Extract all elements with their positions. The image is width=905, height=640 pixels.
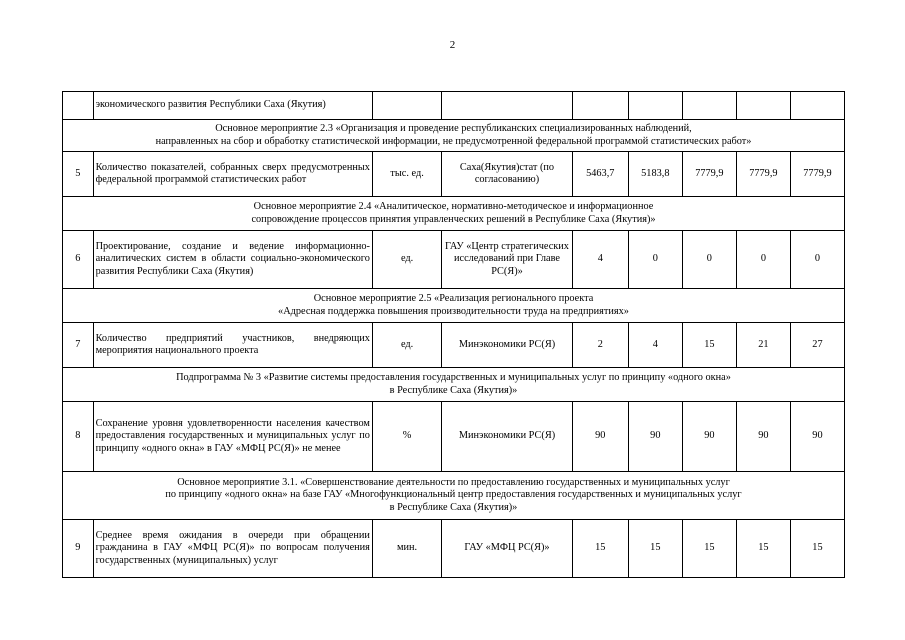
section-title-line: Основное мероприятие 2.4 «Аналитическое, нормативно-методическое и информационное [253,201,654,213]
value-cell: 0 [790,231,844,289]
unit-cell: мин. [372,520,441,578]
section-row [63,289,845,323]
indicator-name: Проектирование, создание и ведение информационно-аналитических систем в области социально-экономического развития Республики Саха (Якутия) [93,231,372,289]
section-title [63,472,845,520]
section-title-line: Основное мероприятие 3.1. «Совершенствование деятельности по предоставлению государственных и муниципальных услуг [177,477,730,489]
executor-cell: Минэкономики РС(Я) [442,323,573,368]
row-number: 5 [63,152,94,197]
executor-cell [442,92,573,120]
value-cell: 21 [736,323,790,368]
table-row [63,231,845,289]
section-title-line: Подпрограмма № 3 «Развитие системы предоставления государственных и муниципальных услуг по принципу «одного окна» [176,372,731,384]
unit-cell [372,92,441,120]
value-cell: 7779,9 [790,152,844,197]
value-cell: 90 [790,402,844,472]
row-number: 6 [63,231,94,289]
indicator-name: Среднее время ожидания в очереди при обращении гражданина в ГАУ «МФЦ РС(Я)» по вопросам получения государственных (муниципальных) услуг [93,520,372,578]
executor-cell: Минэкономики РС(Я) [442,402,573,472]
value-cell [790,92,844,120]
value-cell: 4 [572,231,628,289]
indicator-name: Количество показателей, собранных сверх предусмотренных федеральной программой статистических работ [93,152,372,197]
table-row [63,92,845,120]
unit-cell: тыс. ед. [372,152,441,197]
value-cell: 15 [682,520,736,578]
value-cell [736,92,790,120]
section-row [63,197,845,231]
section-title-line: по принципу «одного окна» на базе ГАУ «Многофункциональный центр предоставления государственных и муниципальных услуг [165,489,742,501]
value-cell: 27 [790,323,844,368]
section-title-line: в Республике Саха (Якутия)» [389,384,518,396]
value-cell: 90 [682,402,736,472]
indicator-name: Количество предприятий участников, внедряющих мероприятия национального проекта [93,323,372,368]
section-title-line: в Республике Саха (Якутия)» [389,501,518,513]
unit-cell: % [372,402,441,472]
unit-cell: ед. [372,323,441,368]
section-title [63,197,845,231]
section-row [63,368,845,402]
section-title-line: Основное мероприятие 2.3 «Организация и проведение республиканских специализированных наблюдений, [215,123,692,135]
value-cell [628,92,682,120]
value-cell [572,92,628,120]
value-cell: 0 [628,231,682,289]
section-title [63,120,845,152]
executor-cell: ГАУ «МФЦ РС(Я)» [442,520,573,578]
value-cell: 90 [736,402,790,472]
row-number: 9 [63,520,94,578]
section-title [63,368,845,402]
executor-cell: ГАУ «Центр стратегических исследований при Главе РС(Я)» [442,231,573,289]
table-row [63,520,845,578]
value-cell: 4 [628,323,682,368]
value-cell: 15 [736,520,790,578]
section-row [63,120,845,152]
row-number: 7 [63,323,94,368]
value-cell: 5183,8 [628,152,682,197]
section-row [63,472,845,520]
value-cell: 0 [682,231,736,289]
section-title [63,289,845,323]
table-row [63,323,845,368]
unit-cell: ед. [372,231,441,289]
section-title-line: «Адресная поддержка повышения производительности труда на предприятиях» [278,305,629,317]
row-number [63,92,94,120]
value-cell: 2 [572,323,628,368]
section-title-line: сопровождение процессов принятия управленческих решений в Республике Саха (Якутия)» [251,213,656,225]
value-cell: 15 [790,520,844,578]
value-cell: 5463,7 [572,152,628,197]
value-cell [682,92,736,120]
value-cell: 90 [628,402,682,472]
indicators-table [62,91,845,578]
value-cell: 7779,9 [736,152,790,197]
executor-cell: Саха(Якутия)стат (по согласованию) [442,152,573,197]
indicator-name: экономического развития Республики Саха (Якутия) [93,92,372,120]
page-number: 2 [449,39,456,51]
value-cell: 15 [628,520,682,578]
section-title-line: направленных на сбор и обработку статистической информации, не предусмотренной федеральной программой статистических работ» [155,135,752,147]
value-cell: 90 [572,402,628,472]
section-title-line: Основное мероприятие 2.5 «Реализация регионального проекта [313,293,594,305]
row-number: 8 [63,402,94,472]
value-cell: 15 [682,323,736,368]
indicator-name: Сохранение уровня удовлетворенности населения качеством предоставления государственных и муниципальных услуг по принципу «одного окна» в ГАУ «МФЦ РС(Я)» не менее [93,402,372,472]
table-row [63,152,845,197]
value-cell: 7779,9 [682,152,736,197]
value-cell: 15 [572,520,628,578]
value-cell: 0 [736,231,790,289]
table-row [63,402,845,472]
